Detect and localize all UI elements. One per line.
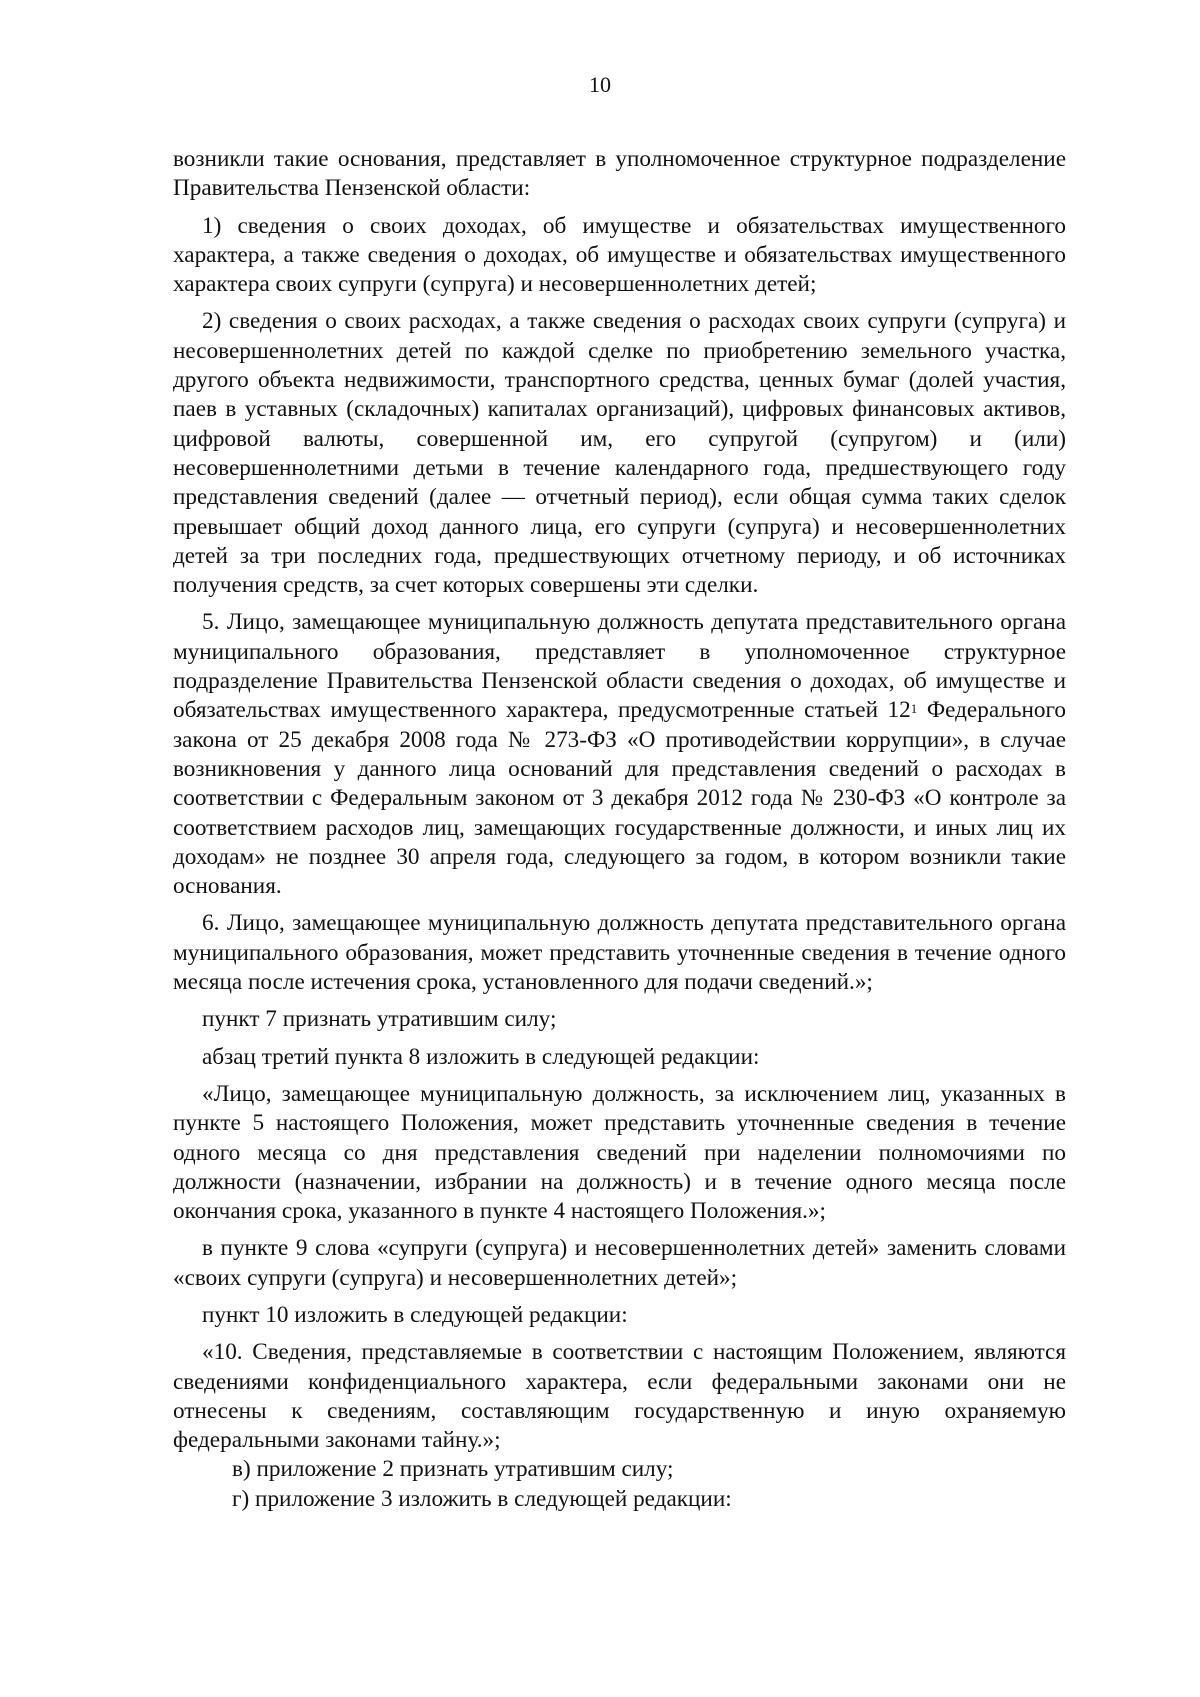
paragraph-point-8: абзац третий пункта 8 изложить в следующей редакции: [202,1043,760,1070]
clause-5-text-start: 5. Лицо, замещающее муниципальную должность депутата представительного органа муниципального образования, представляет в уполномоченное структурное подразделение Правительства Пензенской области сведения о доходах, об имуществе и обязательствах имущественного характера, предусмотренные статьей 12 [173,609,1066,724]
paragraph-clause-5 [173,608,1066,901]
clause-5-text-end: Федерального закона от 25 декабря 2008 года № 273-ФЗ «О противодействии коррупции», в случае возникновения у данного лица оснований для представления сведений о расходах в соответствии с Федеральным законом от 3 декабря 2012 года № 230-ФЗ «О контроле за соответствием расходов лиц, замещающих государственные должности, и иных лиц их доходам» не позднее 30 апреля года, следующего за годом, в котором возникли такие основания. [173,697,1066,900]
paragraph-point-9: в пункте 9 слова «супруги (супруга) и несовершеннолетних детей» заменить словами «своих супруги (супруга) и несовершеннолетних детей»; [173,1235,1066,1291]
paragraph-point-7: пункт 7 признать утратившим силу; [202,1006,557,1033]
paragraph-continuation: возникли такие основания, представляет в уполномоченное структурное подразделение Правительства Пензенской области: [173,146,1066,202]
document-body [173,145,1066,1514]
clause-5-superscript: 1 [910,701,918,717]
paragraph-clause-6: 6. Лицо, замещающее муниципальную должность депутата представительного органа муниципального образования, может представить уточненные сведения в течение одного месяца после истечения срока, установленного для подачи сведений.»; [173,910,1066,996]
paragraph-item-2: 2) сведения о своих расходах, а также сведения о расходах своих супруги (супруга) и несовершеннолетних детей по каждой сделке по приобретению земельного участка, другого объекта недвижимости, транспортного средства, ценных бумаг (долей участия, паев в уставных (складочных) капиталах организаций), цифровых финансовых активов, цифровой валюты, совершенной им, его супругой (супругом) и (или) несовершеннолетними детьми в течение календарного года, предшествующего году представления сведений (далее — отчетный период), если общая сумма таких сделок превышает общий доход данного лица, его супруги (супруга) и несовершеннолетних детей за три последних года, предшествующих отчетному периоду, и об источниках получения средств, за счет которых совершены эти сделки. [173,308,1066,599]
paragraph-point-10: пункт 10 изложить в следующей редакции: [202,1301,628,1328]
paragraph-sub-v: в) приложение 2 признать утратившим силу; [232,1456,674,1483]
paragraph-point-8-text: «Лицо, замещающее муниципальную должность, за исключением лиц, указанных в пункте 5 настоящего Положения, может представить уточненные сведения в течение одного месяца со дня представления сведений при наделении полномочиями по должности (назначении, избрании на должность) и в течение одного месяца после окончания срока, указанного в пункте 4 настоящего Положения.»; [173,1080,1066,1225]
page-number: 10 [589,72,611,97]
paragraph-sub-g: г) приложение 3 изложить в следующей редакции: [232,1485,732,1512]
paragraph-point-10-text: «10. Сведения, представляемые в соответствии с настоящим Положением, являются сведениями конфиденциального характера, если федеральными законами они не отнесены к сведениям, составляющим государственную и иную охраняемую федеральными законами тайну.»; [173,1339,1066,1454]
paragraph-item-1: 1) сведения о своих доходах, об имуществе и обязательствах имущественного характера, а также сведения о доходах, об имуществе и обязательствах имущественного характера своих супруги (супруга) и несовершеннолетних детей; [173,212,1066,298]
